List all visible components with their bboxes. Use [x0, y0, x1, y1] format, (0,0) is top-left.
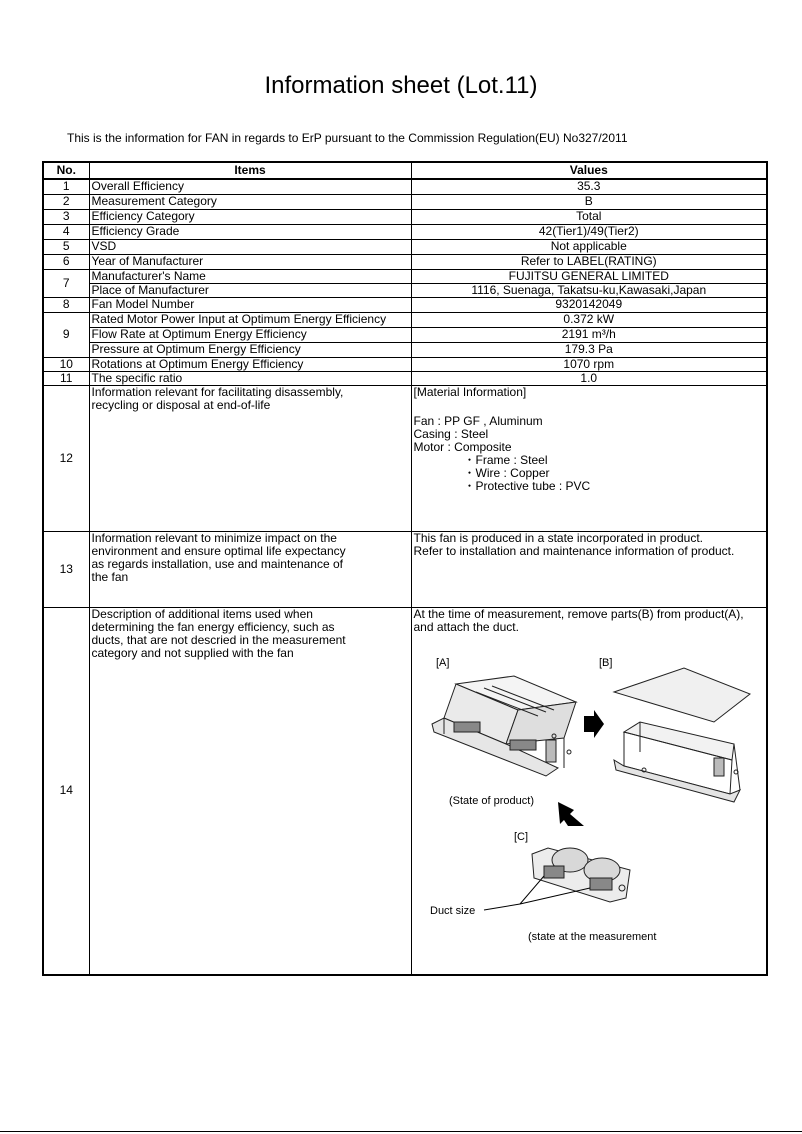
table-row	[43, 179, 767, 194]
item-line: as regards installation, use and maintenance of	[91, 556, 343, 571]
material-casing: Casing : Steel	[413, 426, 489, 441]
item-line: Information relevant for facilitating disassembly,	[91, 385, 344, 399]
value-line: At the time of measurement, remove parts(B) from product(A),	[413, 607, 744, 621]
label-b: [B]	[598, 656, 612, 669]
item-line: the fan	[91, 569, 129, 584]
row-number: 8	[43, 297, 89, 312]
measurement-state-drawing	[484, 848, 630, 910]
header-items: Items	[89, 162, 411, 179]
row-number: 7	[43, 269, 89, 297]
arrow-right-icon	[584, 710, 604, 738]
material-fan: Fan : PP GF , Aluminum	[413, 413, 543, 428]
row-value: 42(Tier1)/49(Tier2)	[411, 224, 767, 239]
table-row	[43, 342, 767, 357]
row-item: Efficiency Category	[89, 209, 411, 224]
row-value	[411, 607, 767, 975]
table-row	[43, 194, 767, 209]
value-line: and attach the duct.	[413, 619, 519, 634]
material-frame: ・Frame : Steel	[463, 452, 548, 467]
product-a-drawing	[432, 676, 576, 776]
info-table	[42, 161, 768, 976]
table-row	[43, 312, 767, 327]
item-line: category and not supplied with the fan	[91, 645, 294, 660]
row-item	[89, 385, 411, 531]
row-item	[89, 531, 411, 607]
item-line: determining the fan energy efficiency, such as	[91, 619, 335, 634]
item-line: environment and ensure optimal life expectancy	[91, 543, 346, 558]
row-value: 9320142049	[411, 297, 767, 312]
row-item: Flow Rate at Optimum Energy Efficiency	[89, 327, 411, 342]
row-number: 10	[43, 357, 89, 371]
value-line: This fan is produced in a state incorporated in product.	[413, 531, 703, 545]
row-item: Measurement Category	[89, 194, 411, 209]
label-a: [A]	[435, 656, 449, 669]
page-title: Information sheet (Lot.11)	[264, 72, 538, 99]
table-row	[43, 385, 767, 531]
arrow-down-icon	[558, 802, 584, 826]
row-value: Refer to LABEL(RATING)	[411, 254, 767, 269]
table-row	[43, 224, 767, 239]
row-item: Rotations at Optimum Energy Efficiency	[89, 357, 411, 371]
table-row	[43, 254, 767, 269]
row-item: Overall Efficiency	[89, 179, 411, 194]
row-number: 4	[43, 224, 89, 239]
row-item: Place of Manufacturer	[89, 283, 411, 297]
row-value: FUJITSU GENERAL LIMITED	[411, 269, 767, 283]
row-item: Fan Model Number	[89, 297, 411, 312]
row-value: 1116, Suenaga, Takatsu-ku,Kawasaki,Japan	[411, 283, 767, 297]
table-row	[43, 531, 767, 607]
table-row	[43, 357, 767, 371]
row-item	[89, 607, 411, 975]
row-number: 9	[43, 312, 89, 357]
label-c: [C]	[513, 830, 528, 843]
row-number: 2	[43, 194, 89, 209]
value-line: Refer to installation and maintenance information of product.	[413, 543, 735, 558]
opened-unit-drawing	[614, 722, 740, 802]
row-item: VSD	[89, 239, 411, 254]
header-no: No.	[43, 162, 89, 179]
material-motor: Motor : Composite	[413, 439, 512, 454]
table-row	[43, 209, 767, 224]
table-row	[43, 269, 767, 283]
row-number: 1	[43, 179, 89, 194]
row-item: Manufacturer's Name	[89, 269, 411, 283]
table-header-row	[43, 162, 767, 179]
row-number: 3	[43, 209, 89, 224]
table-row	[43, 239, 767, 254]
material-wire: ・Wire : Copper	[463, 465, 550, 480]
row-number: 12	[43, 385, 89, 531]
product-diagram	[414, 652, 764, 972]
row-value: B	[411, 194, 767, 209]
row-number: 13	[43, 531, 89, 607]
row-value: 1.0	[411, 371, 767, 385]
row-item: Efficiency Grade	[89, 224, 411, 239]
item-line: ducts, that are not descried in the measurement	[91, 632, 346, 647]
row-value: 1070 rpm	[411, 357, 767, 371]
row-value	[411, 531, 767, 607]
item-line: Information relevant to minimize impact on the	[91, 531, 337, 545]
row-item: Rated Motor Power Input at Optimum Energy Efficiency	[89, 312, 411, 327]
row-value: 2191 m³/h	[411, 327, 767, 342]
table-row	[43, 607, 767, 975]
row-item: The specific ratio	[89, 371, 411, 385]
row-value: 0.372 kW	[411, 312, 767, 327]
caption-measure: (state at the measurement	[527, 930, 656, 943]
row-number: 6	[43, 254, 89, 269]
item-line: Description of additional items used when	[91, 607, 313, 621]
row-value: Total	[411, 209, 767, 224]
part-b-panel	[614, 668, 750, 722]
row-value	[411, 385, 767, 531]
row-item: Year of Manufacturer	[89, 254, 411, 269]
row-number: 5	[43, 239, 89, 254]
material-heading: [Material Information]	[413, 385, 527, 399]
material-tube: ・Protective tube : PVC	[463, 478, 591, 493]
row-value: 35.3	[411, 179, 767, 194]
table-row	[43, 297, 767, 312]
caption-state: (State of product)	[448, 794, 534, 807]
row-item: Pressure at Optimum Energy Efficiency	[89, 342, 411, 357]
row-value: Not applicable	[411, 239, 767, 254]
table-row	[43, 327, 767, 342]
page-subtitle: This is the information for FAN in regards to ErP pursuant to the Commission Regulation(EU) No327/2011	[67, 131, 628, 145]
row-number: 14	[43, 607, 89, 975]
table-row	[43, 371, 767, 385]
page-bottom-rule	[0, 1131, 802, 1132]
caption-duct: Duct size	[429, 904, 475, 917]
row-number: 11	[43, 371, 89, 385]
row-value: 179.3 Pa	[411, 342, 767, 357]
item-line: recycling or disposal at end-of-life	[91, 397, 271, 412]
header-values: Values	[411, 162, 767, 179]
table-row	[43, 283, 767, 297]
